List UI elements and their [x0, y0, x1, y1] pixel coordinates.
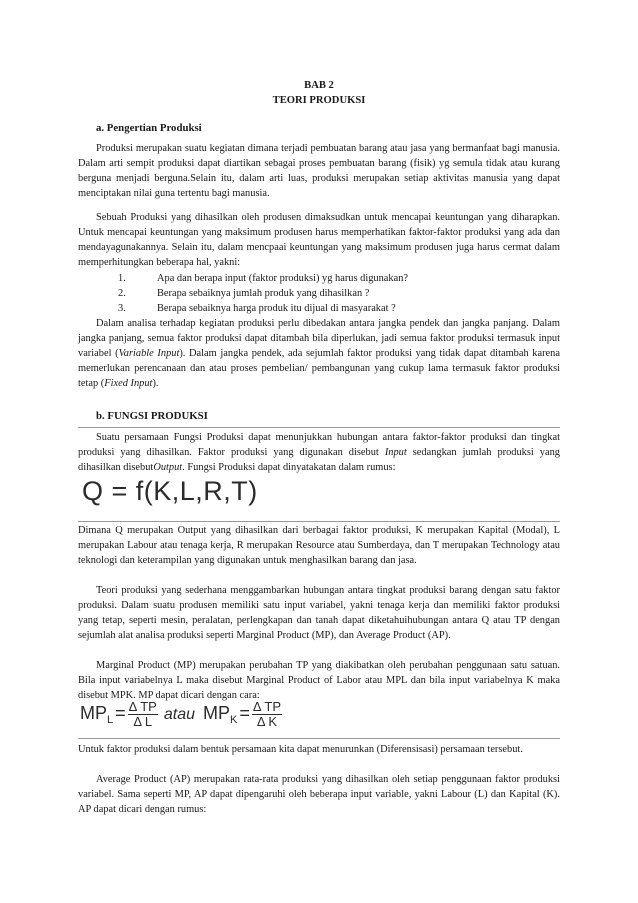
chapter-number: BAB 2: [304, 80, 334, 91]
section-a-paragraph-2: Sebuah Produksi yang dihasilkan oleh produsen dimaksudkan untuk mencapai keuntungan yang diharapkan. Untuk mencapai keuntungan yang maksimum produsen harus memperhatikan faktor-faktor produksi yang ada dan mendayagunakannya. Selain itu, dalam mencpaai keuntungan yang maksimum produsen juga harus cermat dalam memperhitungkan beberapa hal, yakni:: [78, 212, 560, 268]
section-b-paragraph-3: Teori produksi yang sederhana menggambarkan hubungan antara tingkat produksi barang dengan satu faktor produksi. Dalam suatu produsen memiliki satu input variabel, yakni tenaga kerja dan memiliki faktor produksi yang tetap, seperti mesin, peralatan, perlengkapan dan tanah dapat diketahuihubungan antara Q atau TP dengan sejumlah alat analisa produksi seperti Marginal Product (MP), dan Average Product (AP).: [78, 585, 560, 641]
list-item: 1. Apa dan berapa input (faktor produksi) yg harus digunakan?: [118, 273, 409, 284]
marginal-product-formula: $MP_L$ = $\frac{\text{Δ TP}}{\text{Δ L}}$ atau $MP_K$ = $\frac{\text{Δ TP}}{\text{Δ K}}$: [80, 698, 282, 729]
list-item: 2. Berapa sebaiknya jumlah produk yang dihasilkan ?: [118, 288, 370, 299]
chapter-title: TEORI PRODUKSI: [272, 95, 366, 106]
section-a-heading: a. Pengertian Produksi: [96, 122, 202, 134]
section-divider: [78, 427, 560, 428]
list-item: 3. Berapa sebaiknya harga produk itu dijual di masyarakat ?: [118, 303, 396, 314]
section-a-paragraph-1: Produksi merupakan suatu kegiatan dimana terjadi pembuatan barang atau jasa yang bermanfaat bagi manusia. Dalam arti sempit produksi dapat diartikan sebagai proses pembuatan barang (fisik) yg semula tidak atau kurang berguna menjadi berguna.Selain itu, dalam arti luas, produksi merupakan setiap aktivitas manusia yang dapat menciptakan nilai guna tertentu bagi manusia.: [78, 143, 560, 199]
section-a-paragraph-3: Dalam analisa terhadap kegiatan produksi perlu dibedakan antara jangka pendek dan jangka panjang. Dalam jangka panjang, semua faktor produksi dapat ditambah bila diperlukan, jadi semua faktor produksi termasuk input variabel (Variable Input). Dalam jangka pendek, ada sejumlah faktor produksi yang tidak dapat ditambah karena memerlukan perencanaan dan atau proses pembelian/ pembangunan yang cukup lama termasuk faktor produksi tetap (Fixed Input).: [78, 318, 560, 389]
section-b-paragraph-4: Marginal Product (MP) merupakan perubahan TP yang diakibatkan oleh perubahan penggunaan satu satuan. Bila input variabelnya L maka disebut Marginal Product of Labor atau MPL dan bila input variabelnya K maka disebut MPK. MP dapat dicari dengan cara:: [78, 660, 560, 701]
formula-divider: [78, 521, 560, 522]
section-b-paragraph-1: Suatu persamaan Fungsi Produksi dapat menunjukkan hubungan antara faktor-faktor produksi dan tingkat produksi yang dihasilkan. Faktor produksi yang digunakan disebut Input sedangkan jumlah produksi yang dihasilkan disebutOutput. Fungsi Produksi dapat dinyatakatan dalam rumus:: [78, 432, 560, 473]
formula-divider: [78, 738, 560, 739]
section-b-paragraph-5: Untuk faktor produksi dalam bentuk persamaan kita dapat menurunkan (Diferensisasi) persamaan tersebut.: [78, 744, 523, 755]
section-b-heading: b. FUNGSI PRODUKSI: [96, 410, 208, 422]
section-b-paragraph-6: Average Product (AP) merupakan rata-rata produksi yang dihasilkan oleh setiap penggunaan faktor produksi variabel. Sama seperti MP, AP dapat dipengaruhi oleh beberapa input variable, yakni Labour (L) dan Kapital (K). AP dapat dicari dengan rumus:: [78, 774, 560, 815]
production-function-formula: Q = f(K,L,R,T): [82, 476, 258, 506]
question-list: [78, 271, 560, 316]
section-b-paragraph-2: Dimana Q merupakan Output yang dihasilkan dari berbagai faktor produksi, K merupakan Kapital (Modal), L merupakan Labour atau tenaga kerja, R merupakan Resource atau Sumberdaya, dan T merupakan Technology atau teknologi dan keterampilan yang digunakan untuk menghasilkan barang dan jasa.: [78, 525, 560, 566]
